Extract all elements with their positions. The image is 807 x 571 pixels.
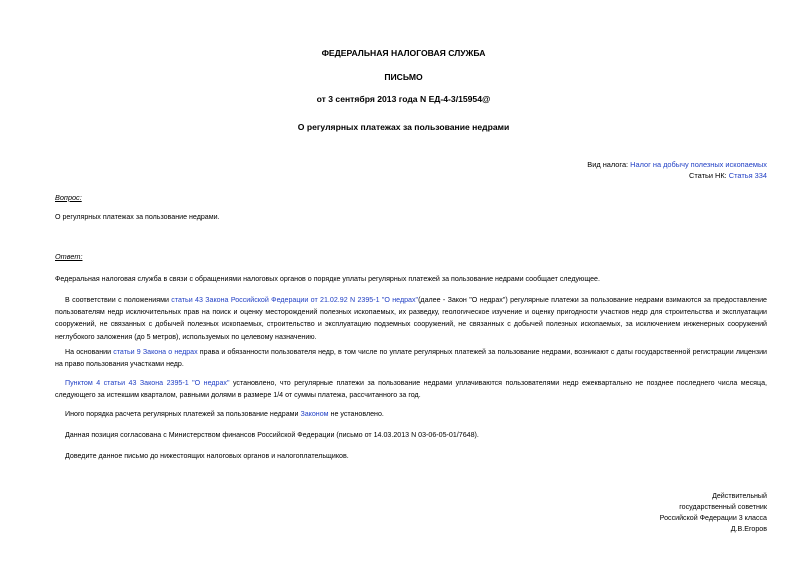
- p4-post: установлено, что регулярные платежи за пользование недрами уплачиваются пользователями недр ежеквартально не позднее последнего числа месяца, следующего за истекшим кварталом, равными долями в размере 1/4 от суммы платежа, рассчитанного за год.: [55, 379, 767, 400]
- tax-type-link[interactable]: Налог на добычу полезных ископаемых: [630, 160, 767, 169]
- answer-paragraph-1: Федеральная налоговая служба в связи с обращениями налоговых органов о порядке уплаты регулярных платежей за пользование недрами сообщает следующее.: [55, 275, 600, 283]
- tax-code-link[interactable]: Статья 334: [728, 171, 767, 180]
- question-text: О регулярных платежах за пользование недрами.: [55, 213, 220, 221]
- p2-post: (далее - Закон "О недрах") регулярные платежи за пользование недрами взимаются за предоставление пользователям недр исключительных прав на поиск и оценку месторождений полезных ископаемых, их разведку, геологическое изучение и оценку пригодности участков недр для строительства и эксплуатации сооружений, не связанных с добычей полезных ископаемых, строительство и эксплуатацию подземных сооружений, не связанных с добычей полезных ископаемых, за исключением инженерных сооружений неглубокого заложения (до 5 метров), используемых по целевому назначению.: [55, 296, 768, 341]
- answer-paragraph-4: [55, 377, 767, 401]
- answer-paragraph-7: Доведите данное письмо до нижестоящих налоговых органов и налогоплательщиков.: [65, 452, 349, 460]
- answer-label: Ответ:: [55, 252, 83, 261]
- answer-paragraph-2: [55, 294, 767, 343]
- subject-title: О регулярных платежах за пользование недрами: [297, 122, 510, 132]
- law-43-link[interactable]: статьи 43 Закона Российской Федерации от 21.02.92 N 2395-1 "О недрах": [171, 296, 419, 304]
- agency-title: ФЕДЕРАЛЬНАЯ НАЛОГОВАЯ СЛУЖБА: [321, 48, 486, 58]
- answer-paragraph-3: [55, 346, 767, 370]
- tax-code-line: [587, 170, 767, 181]
- p5-post: не установлено.: [328, 410, 384, 418]
- signature-name: Д.В.Егоров: [730, 525, 767, 533]
- law-link[interactable]: Законом: [300, 410, 329, 418]
- tax-meta: [587, 159, 767, 181]
- signature-block: [660, 491, 767, 535]
- tax-code-label: Статьи НК:: [689, 171, 729, 180]
- signature-line-3: Российской Федерации 3 класса: [659, 514, 767, 522]
- p3-pre: На основании: [65, 348, 114, 356]
- doc-type: ПИСЬМО: [384, 72, 423, 82]
- tax-type-label: Вид налога:: [587, 160, 631, 169]
- law-9-link[interactable]: статьи 9 Закона о недрах: [113, 348, 198, 356]
- answer-paragraph-5: [55, 408, 767, 420]
- question-label: Вопрос:: [55, 193, 82, 202]
- signature-line-1: Действительный: [712, 492, 767, 500]
- p2-pre: В соответствии с положениями: [65, 296, 172, 304]
- date-number: от 3 сентября 2013 года N ЕД-4-3/15954@: [316, 94, 491, 104]
- signature-line-2: государственный советник: [679, 503, 767, 511]
- answer-paragraph-6: Данная позиция согласована с Министерством финансов Российской Федерации (письмо от 14.03.2013 N 03-06-05-01/7648).: [65, 431, 479, 439]
- tax-type-line: [587, 159, 767, 170]
- p3-post: права и обязанности пользователя недр, в том числе по уплате регулярных платежей за пользование недрами, возникают с даты государственной регистрации лицензии на право пользования участками недр.: [55, 348, 767, 369]
- p5-pre: Иного порядка расчета регулярных платежей за пользование недрами: [65, 410, 301, 418]
- law-43-p4-link[interactable]: Пунктом 4 статьи 43 Закона 2395-1 "О недрах": [65, 379, 230, 387]
